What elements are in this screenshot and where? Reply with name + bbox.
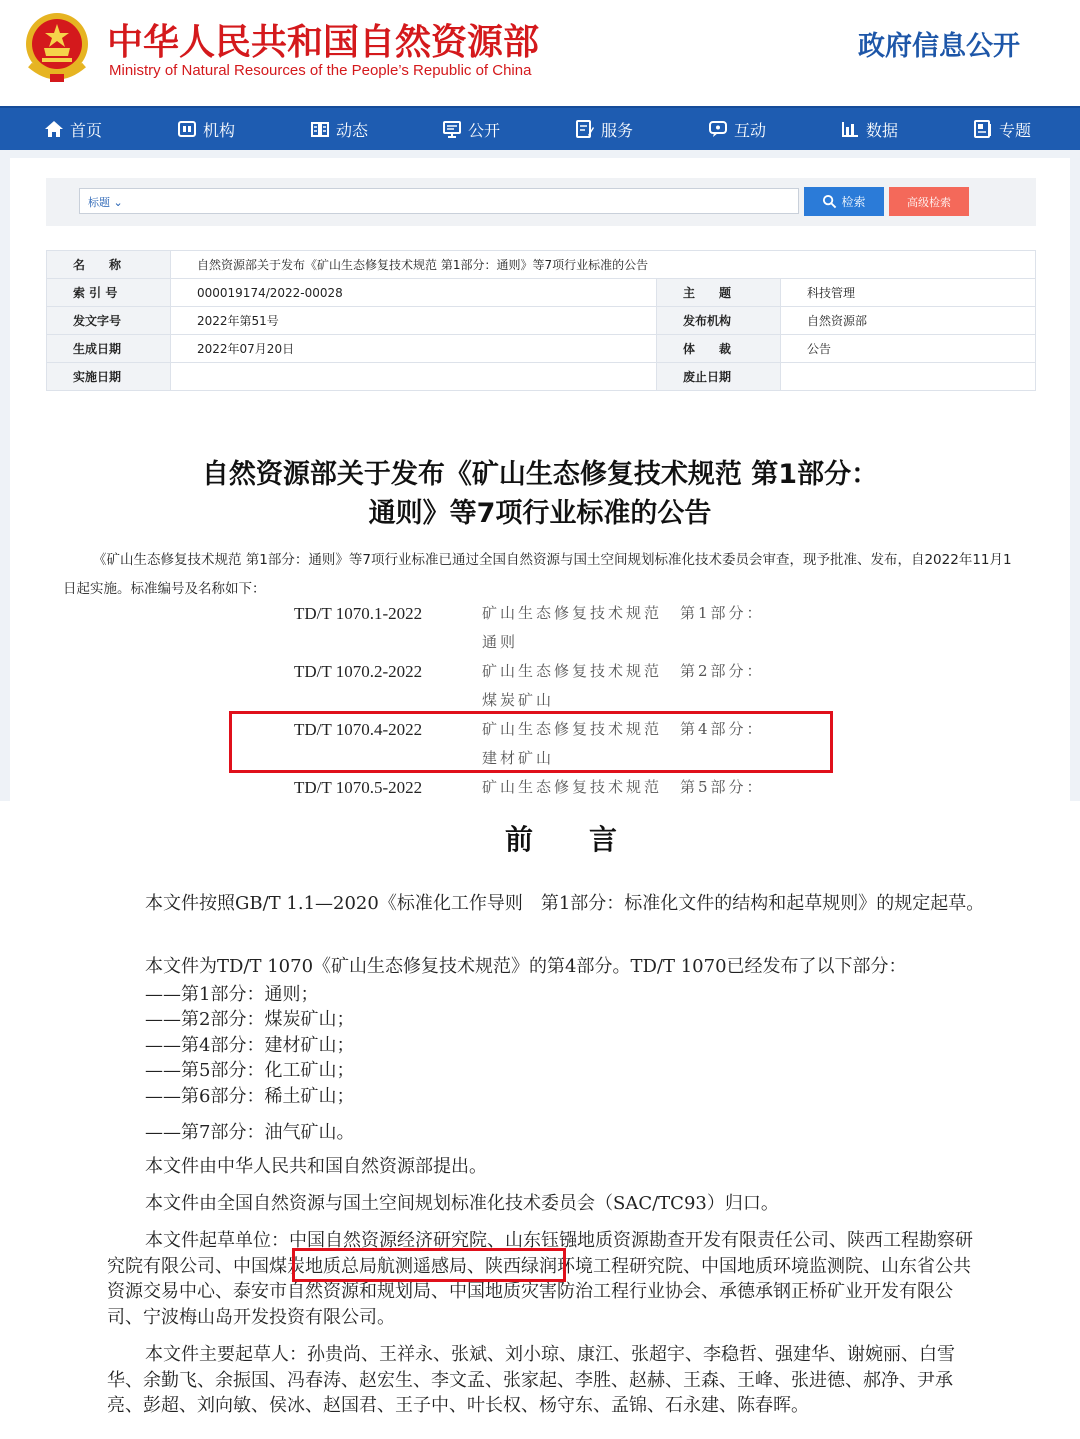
table-row: [47, 307, 1036, 335]
foreword-part-item: ——第7部分：油气矿山。: [145, 1122, 355, 1143]
main-navigation: [0, 106, 1080, 150]
site-subtitle: Ministry of Natural Resources of the People’s Republic of China: [109, 62, 532, 79]
table-row: [47, 251, 1036, 279]
gov-info-disclosure-title[interactable]: 政府信息公开: [858, 31, 1020, 62]
announcement-title-line: 通则》等7项行业标准的公告: [368, 498, 712, 529]
nav-item-topic[interactable]: [973, 108, 1031, 150]
foreword-title: 前言: [505, 823, 674, 856]
meta-label: 发文字号: [47, 307, 171, 335]
home-icon: [44, 119, 64, 139]
standard-code: TD/T 1070.4-2022: [294, 720, 423, 739]
foreword-part-item: ——第6部分：稀土矿山；: [145, 1086, 355, 1107]
nav-label: 专题: [999, 120, 1032, 140]
meta-effective-value: [171, 363, 657, 391]
foreword-paragraph: 本文件按照GB/T 1.1—2020《标准化工作导则 第1部分：标准化文件的结构和起草规则》的规定起草。: [145, 893, 985, 914]
site-title[interactable]: 中华人民共和国自然资源部: [107, 22, 540, 63]
nav-item-data[interactable]: [840, 108, 898, 150]
nav-item-organization[interactable]: [177, 108, 235, 150]
chevron-down-icon: ⌄: [113, 196, 123, 209]
meta-label: 主 题: [657, 279, 781, 307]
nav-label: 公开: [468, 120, 501, 140]
standard-name: 矿山生态修复技术规范 第2部分：煤炭矿山: [482, 662, 765, 709]
nav-label: 数据: [866, 120, 899, 140]
advanced-search-button[interactable]: 高级检索: [889, 187, 969, 216]
standard-code: TD/T 1070.2-2022: [294, 662, 423, 681]
meta-label: 发布机构: [657, 307, 781, 335]
search-field-value: 标题: [88, 196, 110, 209]
nav-item-home[interactable]: [44, 108, 102, 150]
foreword-part-item: ——第2部分：煤炭矿山；: [145, 1009, 355, 1030]
standard-code: TD/T 1070.5-2022: [294, 778, 423, 797]
search-input[interactable]: [79, 188, 799, 214]
meta-label: 生成日期: [47, 335, 171, 363]
meta-label: 废止日期: [657, 363, 781, 391]
site-header: [0, 0, 1080, 106]
nav-item-disclosure[interactable]: [442, 108, 500, 150]
meta-genre-value: 公告: [781, 335, 1036, 363]
disclosure-icon: [442, 119, 462, 139]
announcement-title: [0, 455, 1080, 533]
table-row: [47, 335, 1036, 363]
nav-label: 动态: [336, 120, 369, 140]
standard-code: TD/T 1070.1-2022: [294, 604, 423, 623]
search-icon: [822, 194, 837, 209]
foreword-drafting-units: 本文件起草单位：中国自然资源经济研究院、山东钰镪地质资源勘查开发有限责任公司、陕西工程勘察研究院有限公司、中国煤炭地质总局航测遥感局、陕西绿润环境工程研究院、中国地质环境监测院、山东省公共资源交易中心、泰安市自然资源和规划局、中国地质灾害防治工程行业协会、承德承钢正桥矿业开发有限公司、宁波梅山岛开发投资有限公司。: [107, 1230, 973, 1328]
announcement-title-line: 自然资源部关于发布《矿山生态修复技术规范 第1部分：: [201, 459, 879, 490]
standard-name: 矿山生态修复技术规范 第4部分：建材矿山: [482, 720, 765, 767]
nav-label: 首页: [70, 120, 103, 140]
foreword-part-item: ——第5部分：化工矿山；: [145, 1060, 355, 1081]
search-field-select[interactable]: [88, 194, 123, 210]
meta-created-value: 2022年07月20日: [171, 335, 657, 363]
meta-label: 名 称: [47, 251, 171, 279]
table-row: [47, 363, 1036, 391]
foreword-paragraph: 本文件为TD/T 1070《矿山生态修复技术规范》的第4部分。TD/T 1070已经发布了以下部分：: [145, 956, 907, 977]
search-button-label: 检索: [841, 195, 866, 209]
meta-name-value: 自然资源部关于发布《矿山生态修复技术规范 第1部分：通则》等7项行业标准的公告: [171, 251, 1036, 279]
nav-item-news[interactable]: [310, 108, 368, 150]
meta-index-value: 000019174/2022-00028: [171, 279, 657, 307]
service-icon: [575, 119, 595, 139]
table-row: [47, 279, 1036, 307]
foreword-drafters: 本文件主要起草人：孙贵尚、王祥永、张斌、刘小琼、康江、张超宇、李稳哲、强建华、谢婉丽、白雪华、余勤飞、余振国、冯春涛、赵宏生、李文孟、张家起、李胜、赵赫、王森、王峰、张进德、郝净、尹承亮、彭超、刘向敏、侯冰、赵国君、王子中、叶长权、杨守东、孟锦、石永建、陈春晖。: [107, 1344, 955, 1416]
nav-item-service[interactable]: [575, 108, 633, 150]
news-icon: [310, 119, 330, 139]
chat-icon: [708, 119, 728, 139]
foreword-part-item: ——第1部分：通则；: [145, 984, 319, 1005]
national-emblem-icon[interactable]: [22, 10, 92, 84]
nav-label: 机构: [203, 120, 236, 140]
announcement-intro: 《矿山生态修复技术规范 第1部分：通则》等7项行业标准已通过全国自然资源与国土空间规划标准化技术委员会审查，现予批准、发布，自2022年11月1日起实施。标准编号及名称如下：: [63, 552, 1012, 597]
highlight-box-drafting-unit: [292, 1248, 566, 1282]
highlight-box-standard-4: [229, 711, 833, 773]
foreword-paragraph: 本文件由全国自然资源与国土空间规划标准化技术委员会（SAC/TC93）归口。: [145, 1193, 779, 1214]
nav-label: 服务: [601, 120, 634, 140]
meta-subject-value: 科技管理: [781, 279, 1036, 307]
foreword-part-item: ——第4部分：建材矿山；: [145, 1035, 355, 1056]
meta-label: 体 裁: [657, 335, 781, 363]
search-button[interactable]: [804, 187, 884, 216]
meta-label: 实施日期: [47, 363, 171, 391]
meta-label: 索 引 号: [47, 279, 171, 307]
nav-item-interaction[interactable]: [708, 108, 766, 150]
meta-issuer-value: 自然资源部: [781, 307, 1036, 335]
standard-name: 矿山生态修复技术规范 第5部分：: [482, 778, 765, 796]
topic-icon: [973, 119, 993, 139]
foreword-paragraph: 本文件由中华人民共和国自然资源部提出。: [145, 1156, 487, 1177]
nav-label: 互动: [734, 120, 767, 140]
standard-name: 矿山生态修复技术规范 第1部分：通则: [482, 604, 765, 651]
meta-docno-value: 2022年第51号: [171, 307, 657, 335]
meta-abolish-value: [781, 363, 1036, 391]
organization-icon: [177, 119, 197, 139]
document-metadata-table: [46, 250, 1036, 391]
bar-chart-icon: [840, 119, 860, 139]
